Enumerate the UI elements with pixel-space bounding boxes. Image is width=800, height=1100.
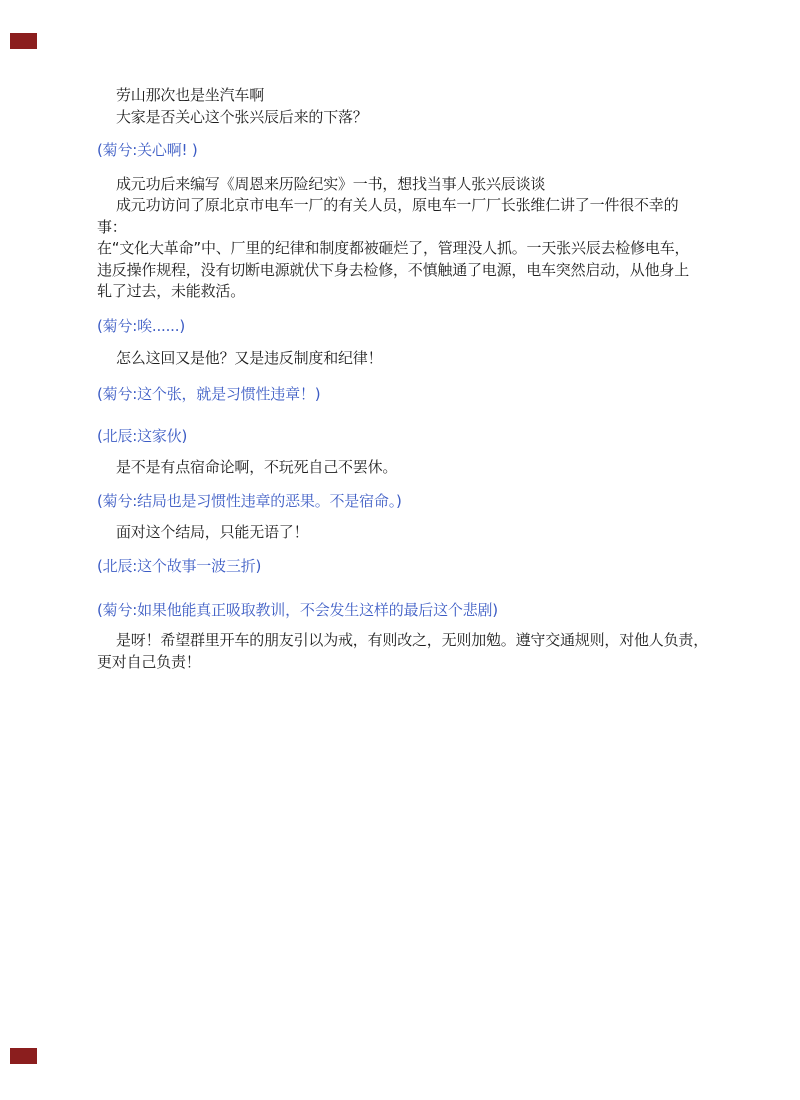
narrative-text-line: 违反操作规程，没有切断电源就伏下身去检修，不慎触通了电源，电车突然启动，从他身上 (97, 260, 690, 279)
chat-annotation-line: (北辰:这个故事一波三折) (97, 557, 262, 575)
chat-annotation-line: (菊兮:如果他能真正吸取教训，不会发生这样的最后这个悲剧) (97, 600, 498, 619)
chat-annotation-line: (菊兮:关心啊! ) (97, 141, 198, 159)
narrative-text-line: 是不是有点宿命论啊，不玩死自己不罢休。 (116, 457, 398, 476)
narrative-text-line: 更对自己负责！ (97, 652, 201, 671)
red-corner-mark-top (10, 33, 37, 49)
narrative-text-line: 成元功后来编写《周恩来历险纪实》一书，想找当事人张兴辰谈谈 (116, 174, 546, 193)
narrative-text-line: 劳山那次也是坐汽车啊 (116, 86, 265, 104)
narrative-text-line: 轧了过去，未能救活。 (97, 282, 246, 300)
narrative-text-line: 成元功访问了原北京市电车一厂的有关人员，原电车一厂厂长张维仁讲了一件很不幸的 (116, 196, 679, 214)
chat-annotation-line: (菊兮:唉......) (97, 316, 185, 335)
narrative-text-line: 面对这个结局，只能无语了！ (116, 522, 309, 541)
red-corner-mark-bottom (10, 1048, 37, 1064)
chat-annotation-line: (菊兮:这个张，就是习惯性违章！) (97, 384, 321, 403)
narrative-text-line: 怎么这回又是他？又是违反制度和纪律！ (116, 349, 383, 367)
document-body (97, 85, 757, 673)
narrative-text-line: 是呀！希望群里开车的朋友引以为戒，有则改之，无则加勉。遵守交通规则，对他人负责， (116, 631, 709, 649)
chat-annotation-line: (菊兮:结局也是习惯性违章的恶果。不是宿命。) (97, 492, 402, 510)
narrative-text-line: 事： (97, 217, 127, 236)
narrative-text-line: 大家是否关心这个张兴辰后来的下落？ (116, 107, 368, 126)
narrative-text-line: 在“文化大革命”中、厂里的纪律和制度都被砸烂了，管理没人抓。一天张兴辰去检修电车， (97, 239, 690, 257)
chat-annotation-line: (北辰:这家伙) (97, 427, 188, 445)
